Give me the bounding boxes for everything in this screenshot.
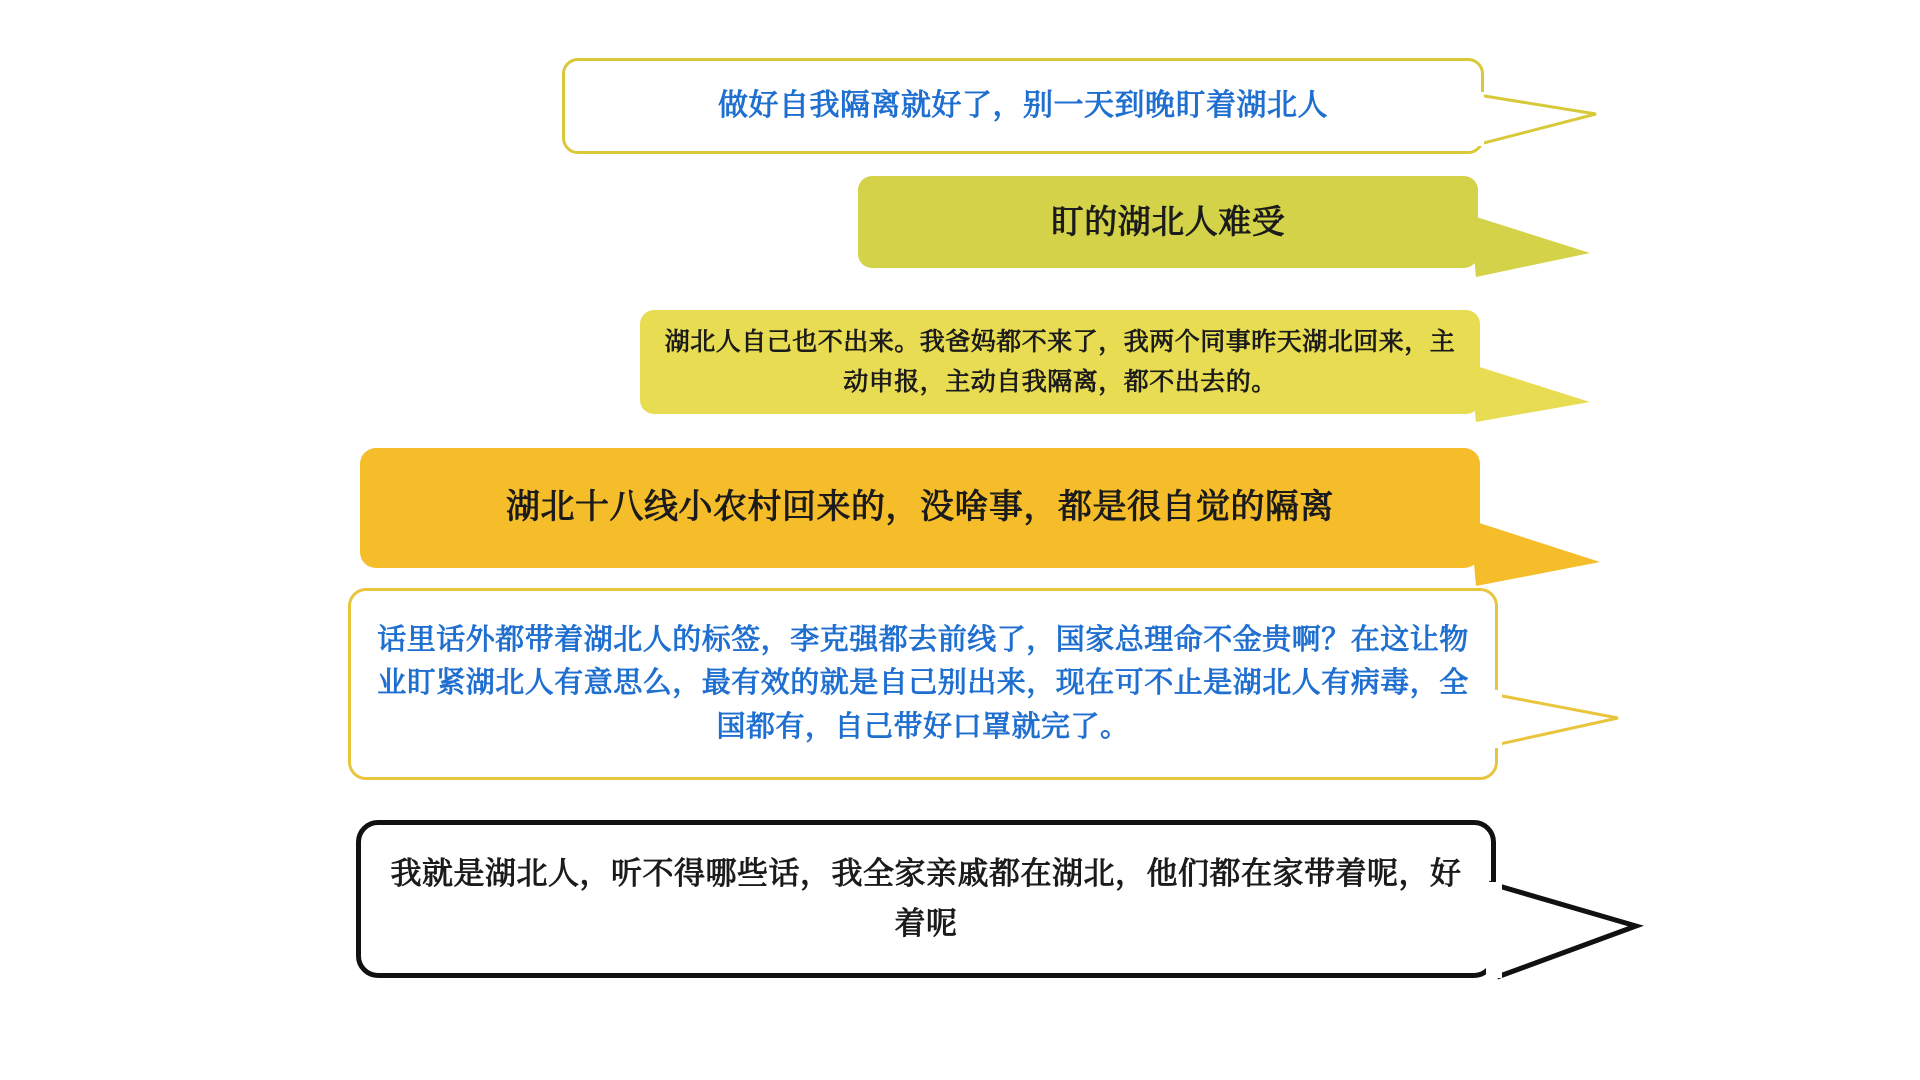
chat-bubble-4: 湖北十八线小农村回来的，没啥事，都是很自觉的隔离 xyxy=(360,448,1480,568)
chat-bubble-5: 话里话外都带着湖北人的标签，李克强都去前线了，国家总理命不金贵啊？在这让物业盯紧湖北人有意思么，最有效的就是自己别出来，现在可不止是湖北人有病毒，全国都有，自己带好口罩就完了。 xyxy=(348,588,1498,780)
chat-bubble-6-tail xyxy=(1486,880,1646,990)
chat-bubble-6: 我就是湖北人，听不得哪些话，我全家亲戚都在湖北，他们都在家带着呢，好着呢 xyxy=(356,820,1496,978)
chat-bubble-2-tail xyxy=(1470,215,1600,285)
chat-bubble-1: 做好自我隔离就好了，别一天到晚盯着湖北人 xyxy=(562,58,1484,154)
chat-bubble-5-tail xyxy=(1488,688,1628,758)
chat-bubble-1-tail xyxy=(1470,92,1600,152)
chat-bubble-4-tail xyxy=(1470,520,1610,600)
chat-bubble-2: 盯的湖北人难受 xyxy=(858,176,1478,268)
chat-bubble-3-tail xyxy=(1470,364,1600,434)
chat-bubble-3: 湖北人自己也不出来。我爸妈都不来了，我两个同事昨天湖北回来，主动申报，主动自我隔离，都不出去的。 xyxy=(640,310,1480,414)
